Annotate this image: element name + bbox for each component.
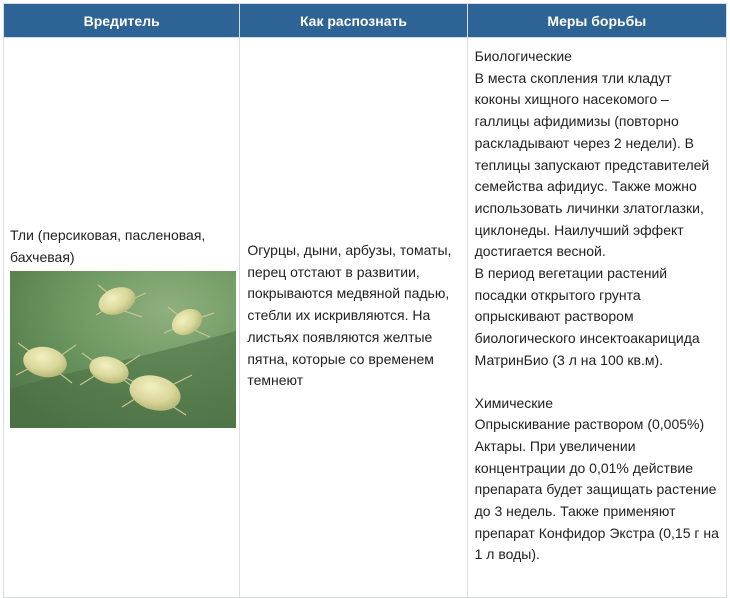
header-pest: Вредитель	[4, 4, 240, 38]
table-header-row	[4, 4, 727, 38]
spacer	[475, 372, 721, 393]
measures-cell	[467, 38, 726, 598]
bio-measures-title: Биологические	[474, 48, 572, 64]
pest-table	[3, 3, 727, 598]
header-how-to-recognize: Как распознать	[240, 4, 467, 38]
header-control-measures: Меры борьбы	[467, 4, 726, 38]
chem-measures-title: Химические	[474, 394, 554, 411]
aphids-photo	[10, 271, 236, 428]
table-row	[4, 38, 727, 598]
bio-measures-text-2: В период вегетации растений посадки открытого грунта опрыскивают раствором биологического инсектоакарицида МатринБио (3 л на 100 кв.м).	[474, 265, 700, 368]
pest-name: Тли (персиковая, пасленовая, бахчевая)	[10, 226, 206, 265]
symptoms-cell	[240, 38, 467, 598]
chem-measures-text: Опрыскивание раствором (0,005%) Актары. При увеличении концентрации до 0,01% действие препарата будет защищать растение до 3 недель. Также применяют препарат Конфидор Экстра (0,15 г на 1 л воды).	[474, 416, 719, 563]
pest-cell	[4, 38, 240, 598]
symptoms-text: Огурцы, дыни, арбузы, томаты, перец отстают в развитии, покрываются медвяной падью, стебли их искривляются. На листьях появляются желтые пятна, которые со временем темнеют	[247, 242, 452, 389]
bio-measures-text-1: В места скопления тли кладут коконы хищного насекомого – галлицы афидимизы (повторно раскладывают через 2 недели). В теплицы запускают представителей семейства афидиус. Также можно использовать личинки златоглазки, циклонеды. Наилучший эффект достигается весной.	[474, 69, 710, 260]
